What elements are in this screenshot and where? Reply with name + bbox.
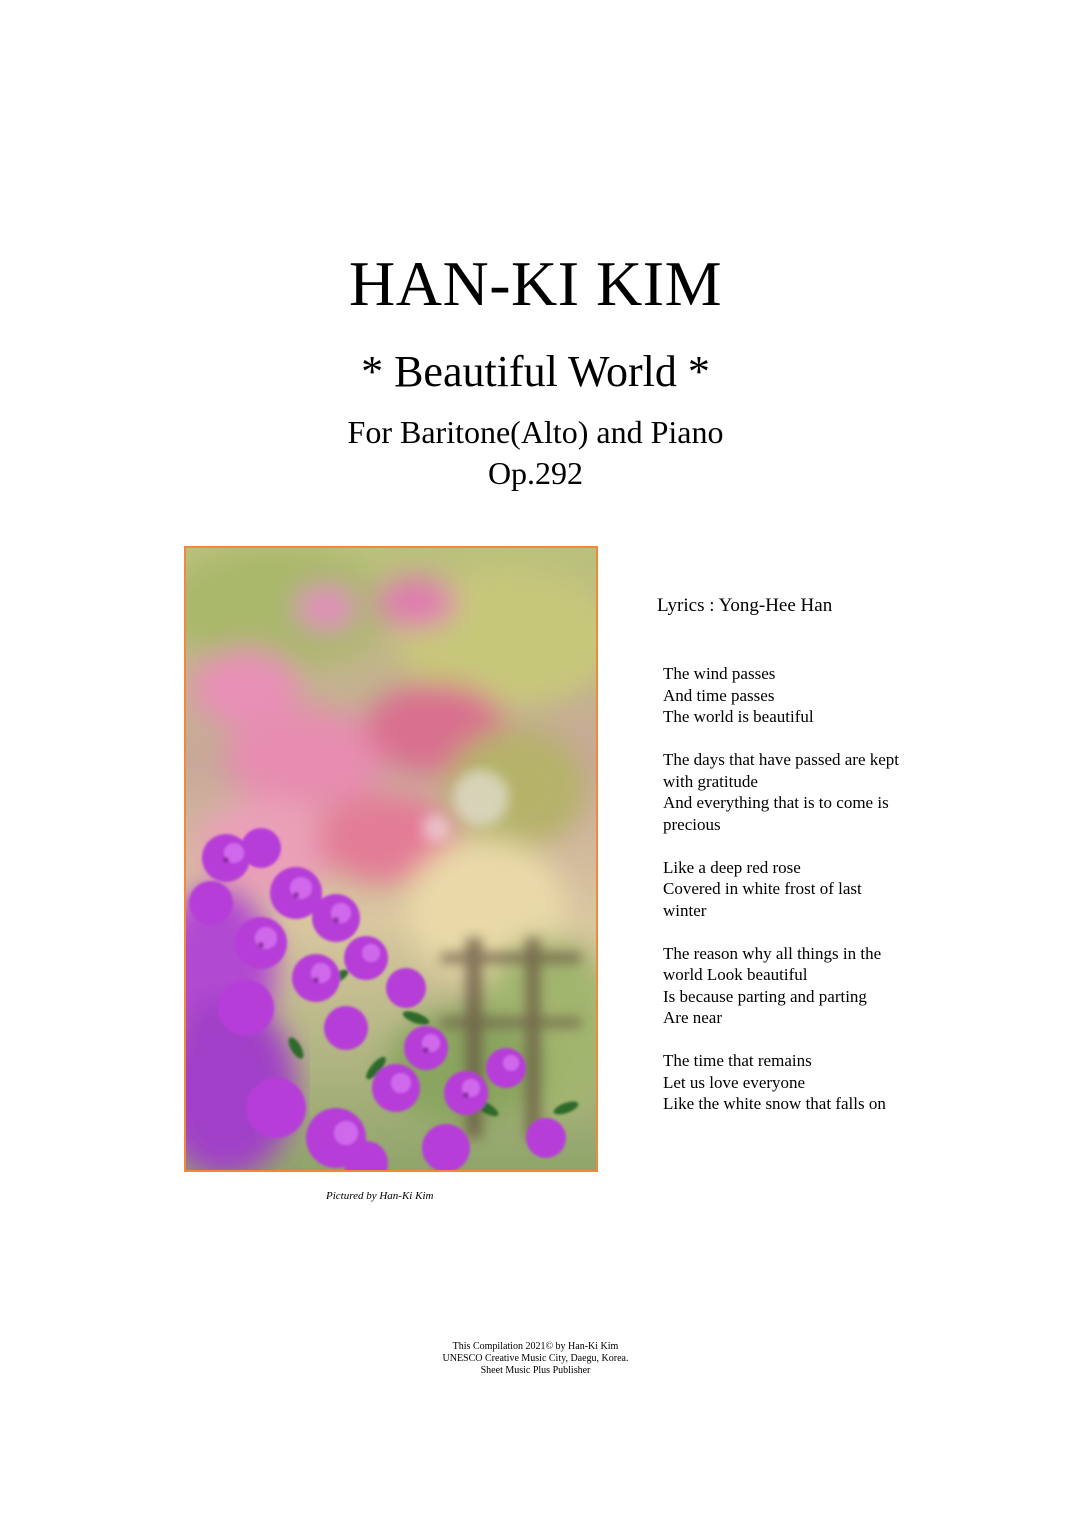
lyrics-stanza (663, 943, 953, 1029)
lyrics-stanza (663, 749, 953, 835)
copyright-line: This Compilation 2021© by Han-Ki Kim (452, 1341, 619, 1352)
lyric-line: The world is beautiful (663, 707, 814, 726)
instrumentation: For Baritone(Alto) and Piano (347, 414, 724, 450)
lyrics-stanza (663, 663, 953, 728)
lyrics-text (663, 663, 953, 1136)
lyric-line: with gratitude (663, 771, 758, 791)
cover-photo-azaleas (184, 546, 598, 1172)
lyric-line: And time passes (663, 685, 775, 705)
lyrics-stanza (663, 857, 953, 922)
publisher-line: Sheet Music Plus Publisher (480, 1365, 591, 1376)
lyrics-stanza (663, 1050, 953, 1115)
lyric-line: precious (663, 814, 721, 834)
lyric-line: Is because parting and parting (663, 986, 867, 1006)
lyric-line: And everything that is to come is (663, 793, 889, 812)
opus-number: Op.292 (487, 455, 584, 491)
lyricist-credit: Lyrics : Yong-Hee Han (657, 595, 833, 616)
lyric-line: world Look beautiful (663, 965, 808, 984)
lyric-line: Like the white snow that falls on (663, 1094, 886, 1113)
lyric-line: Are near (663, 1008, 722, 1027)
copyright-footer (0, 1341, 1071, 1377)
lyric-line: The time that remains (663, 1051, 812, 1070)
city-line: UNESCO Creative Music City, Daegu, Korea. (442, 1353, 629, 1364)
lyric-line: winter (663, 900, 707, 920)
lyric-line: The days that have passed are kept (663, 750, 900, 769)
lyric-line: The wind passes (663, 664, 776, 683)
composer-name: HAN-KI KIM (349, 248, 722, 319)
lyric-line: Let us love everyone (663, 1072, 806, 1092)
lyric-line: Covered in white frost of last (663, 879, 862, 898)
lyric-line: The reason why all things in the (663, 943, 882, 963)
photo-caption: Pictured by Han-Ki Kim (326, 1190, 434, 1202)
lyric-line: Like a deep red rose (663, 857, 801, 877)
work-title: * Beautiful World * (361, 347, 710, 396)
